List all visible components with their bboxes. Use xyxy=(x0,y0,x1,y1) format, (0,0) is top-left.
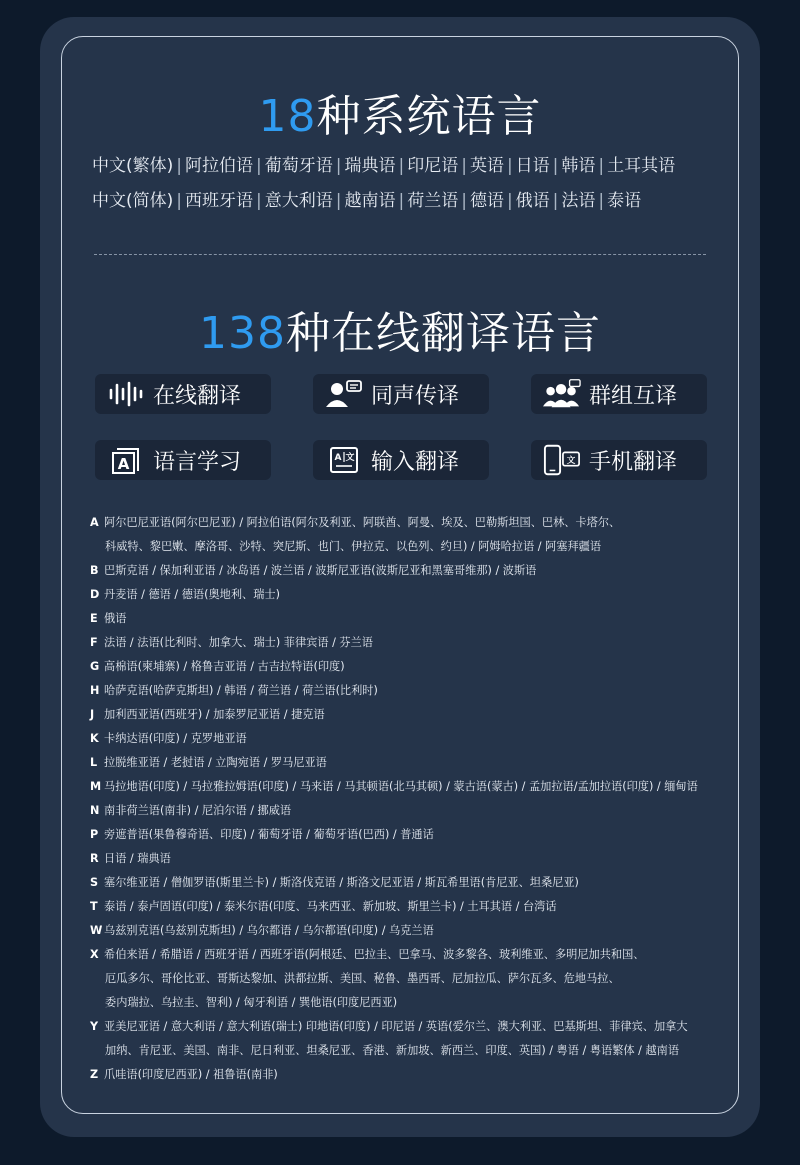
phone-translate-icon xyxy=(543,445,581,475)
group-chat-icon xyxy=(543,379,581,409)
language-row-text: 乌兹别克语(乌兹别克斯坦) / 乌尔都语 / 乌尔都语(印度) / 乌克兰语 xyxy=(104,924,434,937)
index-letter: K xyxy=(90,732,99,745)
language-row-text: 旁遮普语(果鲁穆奇语、印度) / 葡萄牙语 / 葡萄牙语(巴西) / 普通话 xyxy=(104,828,434,841)
system-language-item: 葡萄牙语 xyxy=(264,156,333,176)
index-letter: N xyxy=(90,804,100,817)
system-language-item: 意大利语 xyxy=(264,191,333,211)
system-language-item: 德语 xyxy=(469,191,504,211)
online-languages-title xyxy=(0,297,800,361)
system-language-item: 阿拉伯语 xyxy=(185,156,253,176)
system-languages-count: 18 xyxy=(258,91,317,142)
language-row xyxy=(90,799,720,823)
online-languages-count: 138 xyxy=(199,308,286,359)
waveform-icon xyxy=(107,379,145,409)
language-row-text: 加纳、肯尼亚、美国、南非、尼日利亚、坦桑尼亚、香港、新加坡、新西兰、印度、英国) / 粤语 / 粤语繁体 / 越南语 xyxy=(105,1044,680,1057)
index-letter: A xyxy=(90,516,99,529)
separator: | xyxy=(552,191,559,211)
index-letter: W xyxy=(90,924,103,937)
system-languages-suffix: 种系统语言 xyxy=(316,91,542,142)
separator: | xyxy=(461,191,467,211)
feature-label: 群组互译 xyxy=(589,383,678,409)
feature-label: 同声传译 xyxy=(371,383,460,409)
language-row-text: 日语 / 瑞典语 xyxy=(104,852,171,865)
feature-label: 在线翻译 xyxy=(153,383,242,409)
svg-text:A: A xyxy=(117,455,130,473)
index-letter: G xyxy=(90,660,100,673)
index-letter: F xyxy=(90,636,98,649)
separator: | xyxy=(461,156,467,176)
feature-group-translate xyxy=(531,374,707,414)
language-row xyxy=(90,703,720,727)
separator: | xyxy=(506,191,513,211)
language-learning-icon xyxy=(107,445,145,475)
system-language-item: 荷兰语 xyxy=(407,191,459,211)
separator: | xyxy=(552,156,559,176)
svg-text:文: 文 xyxy=(566,455,576,466)
svg-text:文: 文 xyxy=(345,453,355,463)
language-row xyxy=(90,583,720,607)
system-languages-title xyxy=(0,80,800,144)
language-row-text: 卡纳达语(印度) / 克罗地亚语 xyxy=(104,732,247,745)
index-letter: S xyxy=(90,876,99,889)
language-row xyxy=(90,1063,720,1087)
index-letter: E xyxy=(90,612,98,625)
system-language-item: 中文(繁体) xyxy=(92,156,174,176)
separator: | xyxy=(398,156,405,176)
index-letter: H xyxy=(90,684,100,697)
input-translate-icon xyxy=(325,445,363,475)
language-row xyxy=(90,679,720,703)
language-row-text: 加利西亚语(西班牙) / 加泰罗尼亚语 / 捷克语 xyxy=(104,708,325,721)
language-row xyxy=(90,871,720,895)
language-row-text: 拉脱维亚语 / 老挝语 / 立陶宛语 / 罗马尼亚语 xyxy=(104,756,327,769)
divider xyxy=(94,254,706,255)
index-letter: P xyxy=(90,828,99,841)
language-row-text: 泰语 / 泰卢固语(印度) / 泰米尔语(印度、马来西亚、新加坡、斯里兰卡) / 土耳其语 / 台湾话 xyxy=(104,900,557,913)
language-row-text: 巴斯克语 / 保加利亚语 / 冰岛语 / 波兰语 / 波斯尼亚语(波斯尼亚和黑塞哥维那) / 波斯语 xyxy=(104,564,537,577)
language-row-text: 阿尔巴尼亚语(阿尔巴尼亚) / 阿拉伯语(阿尔及利亚、阿联酋、阿曼、埃及、巴勒斯坦国、巴林、卡塔尔、 xyxy=(104,516,621,529)
feature-phone-translate xyxy=(531,440,707,480)
feature-simultaneous-interpretation xyxy=(313,374,489,414)
language-row xyxy=(90,655,720,679)
feature-input-translate xyxy=(313,440,489,480)
system-language-item: 中文(简体) xyxy=(92,191,174,211)
language-row xyxy=(90,511,720,535)
language-row xyxy=(90,727,720,751)
language-row xyxy=(90,823,720,847)
separator: | xyxy=(506,156,513,176)
svg-text:A: A xyxy=(334,453,342,463)
separator: | xyxy=(398,191,405,211)
feature-label: 手机翻译 xyxy=(589,449,678,475)
index-letter: D xyxy=(90,588,100,601)
language-row xyxy=(90,631,720,655)
language-row-text: 希伯来语 / 希腊语 / 西班牙语 / 西班牙语(阿根廷、巴拉圭、巴拿马、波多黎各、玻利维亚、多明尼加共和国、 xyxy=(104,948,645,961)
language-row xyxy=(90,607,720,631)
feature-label: 输入翻译 xyxy=(371,449,460,475)
system-languages-line-2 xyxy=(92,186,732,211)
language-row-text: 塞尔维亚语 / 僧伽罗语(斯里兰卡) / 斯洛伐克语 / 斯洛文尼亚语 / 斯瓦希里语(肯尼亚、坦桑尼亚) xyxy=(104,876,579,889)
separator: | xyxy=(335,156,342,176)
language-row-text: 俄语 xyxy=(104,612,127,625)
system-language-item: 英语 xyxy=(469,156,504,176)
language-row-text: 哈萨克语(哈萨克斯坦) / 韩语 / 荷兰语 / 荷兰语(比利时) xyxy=(104,684,378,697)
language-row xyxy=(90,1039,720,1063)
language-row xyxy=(90,967,720,991)
index-letter: X xyxy=(90,948,99,961)
system-language-item: 越南语 xyxy=(344,191,396,211)
feature-label: 语言学习 xyxy=(153,449,242,475)
language-row xyxy=(90,991,720,1015)
language-row-text: 亚美尼亚语 / 意大利语 / 意大利语(瑞士) 印地语(印度) / 印尼语 / 英语(爱尔兰、澳大利亚、巴基斯坦、菲律宾、加拿大 xyxy=(104,1020,688,1033)
language-row-text: 法语 / 法语(比利时、加拿大、瑞士) 菲律宾语 / 芬兰语 xyxy=(104,636,373,649)
language-row xyxy=(90,919,720,943)
language-row xyxy=(90,775,720,799)
index-letter: L xyxy=(90,756,98,769)
separator: | xyxy=(598,156,605,176)
language-row xyxy=(90,943,720,967)
index-letter: J xyxy=(90,708,95,721)
language-row-text: 南非荷兰语(南非) / 尼泊尔语 / 挪威语 xyxy=(104,804,292,817)
online-languages-suffix: 种在线翻译语言 xyxy=(285,308,601,359)
language-row xyxy=(90,751,720,775)
index-letter: B xyxy=(90,564,99,577)
system-language-item: 日语 xyxy=(515,156,550,176)
language-row-text: 丹麦语 / 德语 / 德语(奥地利、瑞士) xyxy=(104,588,280,601)
system-languages-line-1 xyxy=(92,151,732,176)
system-language-item: 瑞典语 xyxy=(344,156,396,176)
separator: | xyxy=(256,191,262,211)
system-language-item: 印尼语 xyxy=(407,156,459,176)
language-row xyxy=(90,895,720,919)
language-row xyxy=(90,847,720,871)
system-language-item: 法语 xyxy=(561,191,596,211)
index-letter: M xyxy=(90,780,102,793)
language-row-text: 科威特、黎巴嫩、摩洛哥、沙特、突尼斯、也门、伊拉克、以色列、约旦) / 阿姆哈拉语 / 阿塞拜疆语 xyxy=(105,540,602,553)
language-list xyxy=(90,511,720,1087)
language-row-text: 高棉语(柬埔寨) / 格鲁吉亚语 / 古吉拉特语(印度) xyxy=(104,660,345,673)
separator: | xyxy=(256,156,262,176)
feature-language-learning xyxy=(95,440,271,480)
language-row-text: 马拉地语(印度) / 马拉雅拉姆语(印度) / 马来语 / 马其顿语(北马其顿) / 蒙古语(蒙古) / 孟加拉语/孟加拉语(印度) / 缅甸语 xyxy=(104,780,698,793)
system-language-item: 俄语 xyxy=(515,191,550,211)
index-letter: Y xyxy=(90,1020,99,1033)
index-letter: Z xyxy=(90,1068,99,1081)
index-letter: T xyxy=(90,900,98,913)
language-row-text: 委内瑞拉、乌拉圭、智利) / 匈牙利语 / 巽他语(印度尼西亚) xyxy=(105,996,398,1009)
system-language-item: 泰语 xyxy=(607,191,642,211)
separator: | xyxy=(176,156,182,176)
feature-online-translate xyxy=(95,374,271,414)
language-row xyxy=(90,1015,720,1039)
separator: | xyxy=(176,191,182,211)
language-row-text: 厄瓜多尔、哥伦比亚、哥斯达黎加、洪都拉斯、美国、秘鲁、墨西哥、尼加拉瓜、萨尔瓦多、危地马拉、 xyxy=(105,972,620,985)
separator: | xyxy=(598,191,605,211)
language-row xyxy=(90,535,720,559)
index-letter: R xyxy=(90,852,99,865)
speaker-chat-icon xyxy=(325,379,363,409)
system-language-item: 西班牙语 xyxy=(185,191,253,211)
system-language-item: 韩语 xyxy=(561,156,596,176)
separator: | xyxy=(335,191,342,211)
language-row xyxy=(90,559,720,583)
language-row-text: 爪哇语(印度尼西亚) / 祖鲁语(南非) xyxy=(104,1068,278,1081)
system-language-item: 土耳其语 xyxy=(607,156,676,176)
